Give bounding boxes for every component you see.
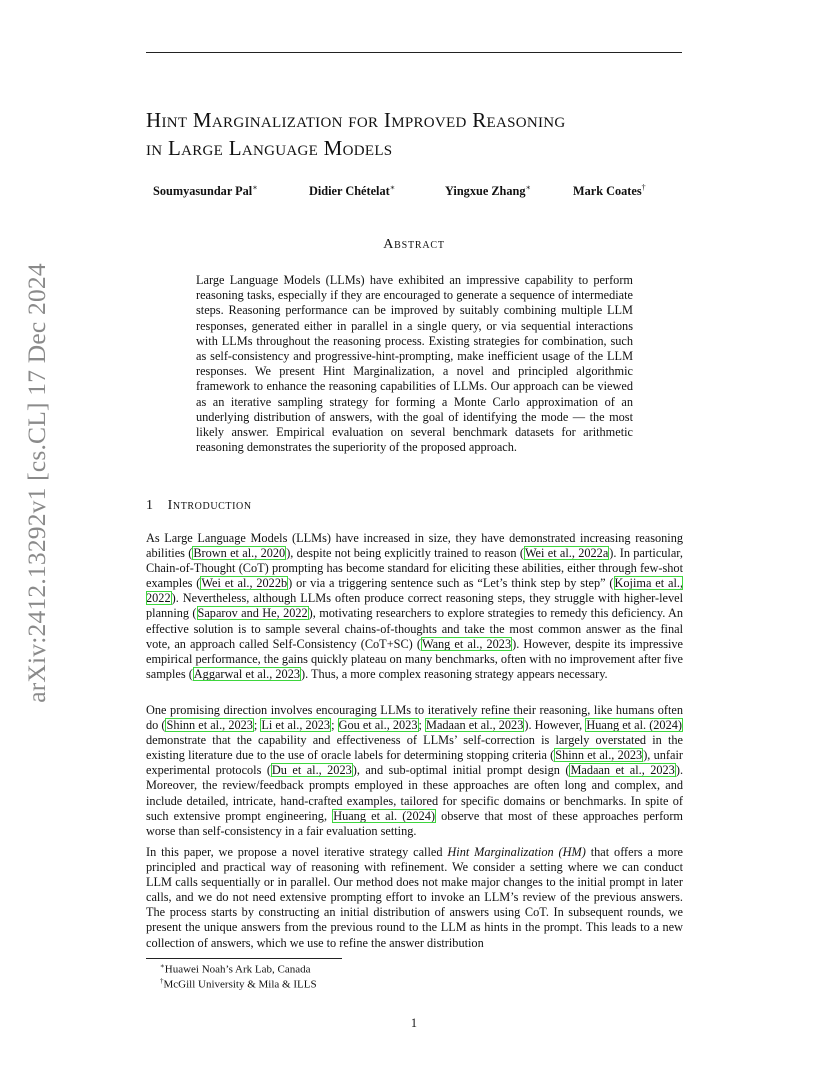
text-run: ; xyxy=(331,718,338,733)
author-2 xyxy=(309,183,395,199)
affiliation-mark: ∗ xyxy=(525,183,531,192)
author-name: Soumyasundar Pal xyxy=(153,184,253,199)
author-name: Mark Coates xyxy=(573,184,642,199)
intro-paragraph-2 xyxy=(146,703,683,839)
footnote-text: McGill University & Mila & ILLS xyxy=(163,978,317,991)
citation-link[interactable]: Wei et al., 2022a xyxy=(524,546,609,561)
affiliation-mark: ∗ xyxy=(252,183,258,192)
text-run: As Large Language Models (LLMs) have increased in size, they have demonstrated increasing reasoning abilities ( xyxy=(146,531,683,561)
footnote-mark: ∗ xyxy=(160,962,165,970)
citation-link[interactable]: Huang et al. (2024) xyxy=(586,718,682,733)
abstract-text: Large Language Models (LLMs) have exhibited an impressive capability to perform reasoning tasks, especially if they are encouraged to generate a sequence of intermediate steps. Reasoning performance can be improved by suitably combining multiple LLM responses, generated either in parallel in a single query, or via sequential interactions with LLMs throughout the reasoning process. Existing strategies for combination, such as self-consistency and progressive-hint-prompting, make inefficient usage of the LLM responses. We present Hint Marginalization, a novel and principled algorithmic framework to enhance the reasoning capabilities of LLMs. Our approach can be viewed as an iterative sampling strategy for forming a Monte Carlo approximation of an underlying distribution of answers, with the goal of identifying the mode — the most likely answer. Empirical evaluation on several benchmark datasets for arithmetic reasoning demonstrates the superiority of the proposed approach. xyxy=(196,273,633,455)
title-line-2: in Large Language Models xyxy=(146,136,393,160)
footnote-2 xyxy=(160,977,317,991)
citation-link[interactable]: Kojima et al., 2022 xyxy=(146,576,684,606)
text-run: ). However, xyxy=(524,718,586,733)
text-run: ), unfair experimental protocols ( xyxy=(146,748,683,778)
text-run: One promising direction involves encouraging LLMs to iteratively refine their reasoning, like humans often do ( xyxy=(146,703,683,733)
text-run: demonstrate that the capability and effectiveness of LLMs’ self-correction is largely overstated in the existing literature due to the use of oracle labels for determining stopping criteria ( xyxy=(146,733,683,763)
citation-link[interactable]: Huang et al. (2024) xyxy=(333,808,435,823)
text-run: ), motivating researchers to explore strategies to remedy this deficiency. An effective solution is to sample several chains-of-thoughts and take the most common answer as the final vote, an approach called Self-Consistency (CoT+SC) ( xyxy=(146,606,684,651)
text-run: ). In particular, Chain-of-Thought (CoT) prompting has become standard for eliciting these abilities, either through few-shot examples ( xyxy=(146,546,683,591)
citation-link[interactable]: Wei et al., 2022b xyxy=(201,576,288,591)
text-run: ). Thus, a more complex reasoning strategy appears necessary. xyxy=(301,666,608,681)
text-run: ), despite not being explicitly trained to reason ( xyxy=(286,546,524,561)
emphasis-term: Hint Marginalization (HM) xyxy=(447,845,586,859)
title-line-1: Hint Marginalization for Improved Reasoning xyxy=(146,108,566,132)
top-rule xyxy=(146,52,682,53)
arxiv-id-text: arXiv:2412.13292v1 [cs.CL] 17 Dec 2024 xyxy=(22,263,51,703)
text-run: ). Nevertheless, although LLMs often produce correct reasoning steps, they struggle with higher-level planning ( xyxy=(146,591,683,621)
author-4 xyxy=(573,183,646,199)
text-run: In this paper, we propose a novel iterative strategy called xyxy=(146,845,448,859)
text-run: ) or via a triggering sentence such as “Let’s think step by step” ( xyxy=(288,576,614,591)
intro-paragraph-1 xyxy=(146,531,683,682)
text-run: ), and sub-optimal initial prompt design ( xyxy=(352,763,570,778)
citation-link[interactable]: Madaan et al., 2023 xyxy=(426,718,524,733)
page-number: 1 xyxy=(410,1016,418,1030)
author-3 xyxy=(445,183,531,199)
footnote-mark: † xyxy=(160,977,164,985)
abstract-heading: Abstract xyxy=(383,237,445,252)
text-run: that offers a more principled and practical way of reasoning with refinement. We consider a setting where we can conduct LLM calls sequentially or in parallel. Our method does not make major changes to the initial prompt in later calls, and we do not need extensive prompting effort to invoke an LLM’s review of the previous answers. The process starts by constructing an initial distribution of answers using CoT. In subsequent rounds, we present the unique answers from the previous round to the LLM as hints in the prompt. This leads to a new collection of answers, which we use to refine the answer distribution xyxy=(146,845,683,950)
citation-link[interactable]: Shinn et al., 2023 xyxy=(555,748,643,763)
arxiv-sidebar-stamp xyxy=(22,263,52,703)
citation-link[interactable]: Li et al., 2023 xyxy=(261,718,331,733)
affiliation-mark: ∗ xyxy=(389,183,396,192)
citation-link[interactable]: Gou et al., 2023 xyxy=(338,718,418,733)
text-run: ). However, despite its impressive empirical performance, the gains quickly plateau on many benchmarks, often with no improvement after five samples ( xyxy=(146,636,683,681)
section-number: 1 xyxy=(146,498,154,513)
citation-link[interactable]: Aggarwal et al., 2023 xyxy=(193,666,300,681)
text-run: ; xyxy=(418,718,426,733)
author-name: Yingxue Zhang xyxy=(445,184,526,199)
footnote-1 xyxy=(160,962,310,976)
citation-link[interactable]: Madaan et al., 2023 xyxy=(570,763,675,778)
section-heading-introduction xyxy=(146,498,252,514)
author-name: Didier Chételat xyxy=(309,184,390,199)
section-title: Introduction xyxy=(167,498,252,513)
text-run: ; xyxy=(253,718,261,733)
paper-title xyxy=(146,106,706,162)
text-run: observe that most of these approaches perform worse than self-consistency in a fair evaluation setting. xyxy=(146,808,683,838)
author-1 xyxy=(153,183,258,199)
citation-link[interactable]: Du et al., 2023 xyxy=(271,763,352,778)
intro-paragraph-3 xyxy=(146,845,683,951)
citation-link[interactable]: Wang et al., 2023 xyxy=(421,636,512,651)
footnote-rule xyxy=(146,958,342,959)
citation-link[interactable]: Shinn et al., 2023 xyxy=(166,718,253,733)
text-run: ). Moreover, the review/feedback prompts employed in these approaches are often long and complex, and include detailed, intricate, hand-crafted examples, tailored for specific domains or benchmarks. In spite of such extensive prompt engineering, xyxy=(146,763,684,823)
footnote-text: Huawei Noah’s Ark Lab, Canada xyxy=(164,963,311,976)
citation-link[interactable]: Saparov and He, 2022 xyxy=(197,606,308,621)
citation-link[interactable]: Brown et al., 2020 xyxy=(193,546,286,561)
affiliation-mark: † xyxy=(641,183,646,192)
